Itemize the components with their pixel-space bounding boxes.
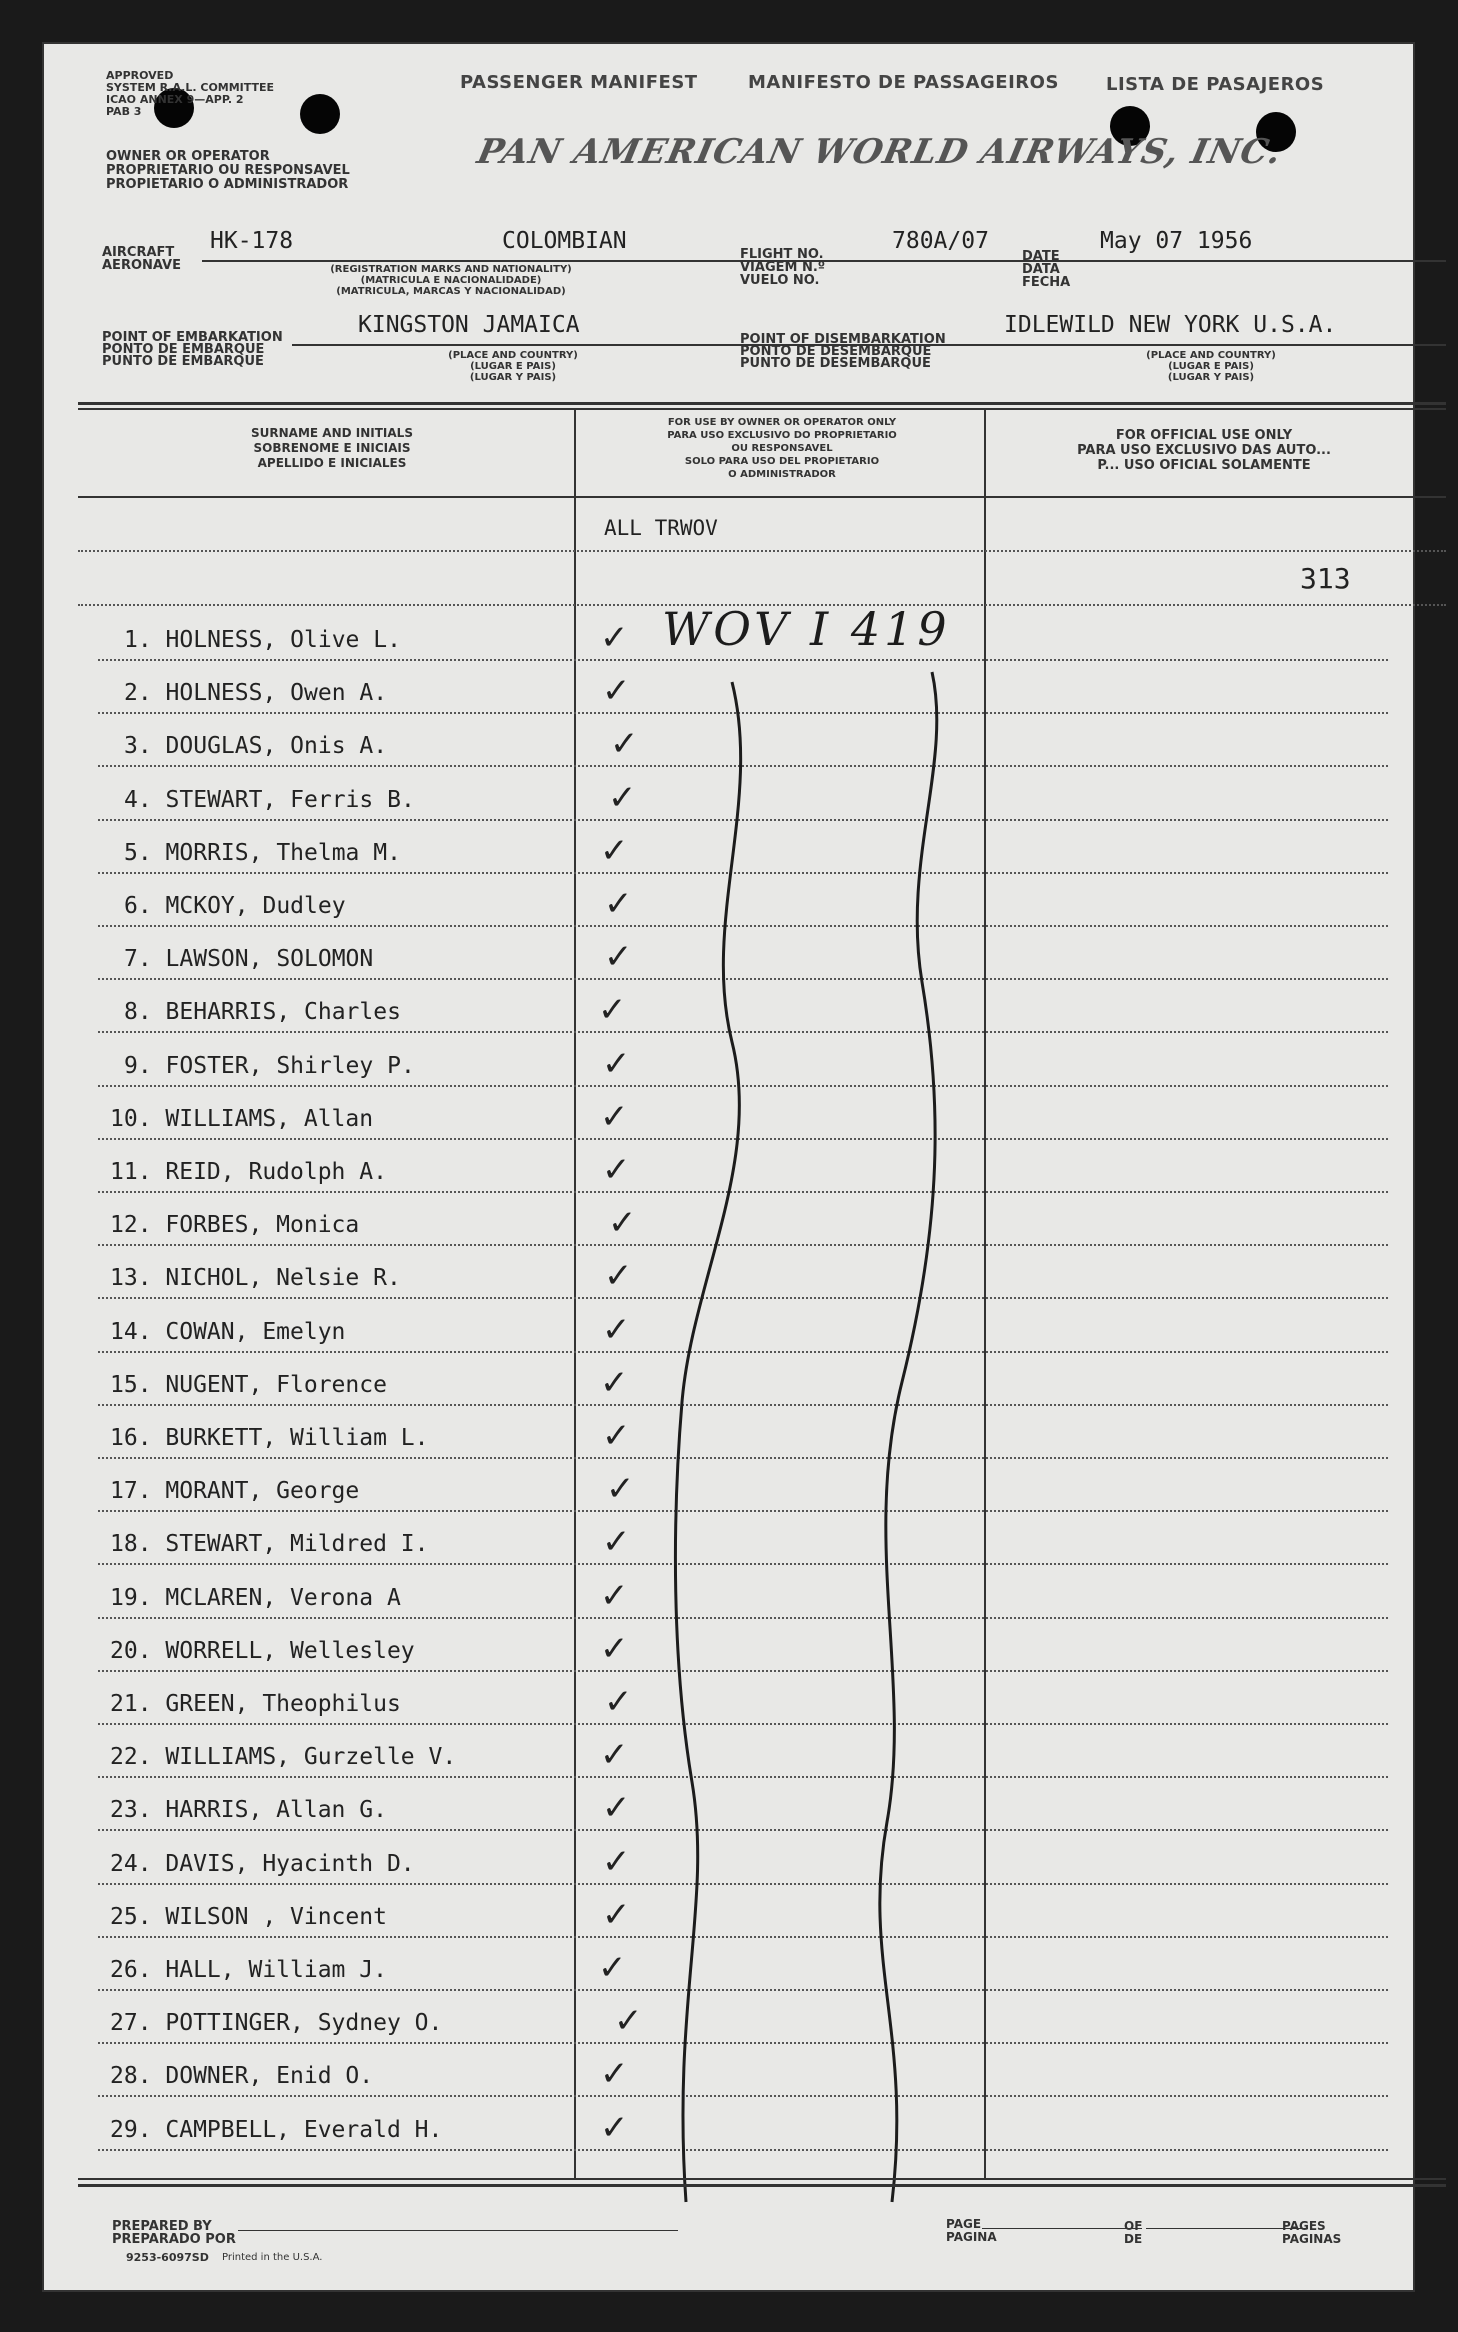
pages-label [1282, 2220, 1341, 2246]
footer-line: PAGINAS [1282, 2232, 1342, 2246]
check-mark: ✓ [602, 1841, 631, 1882]
passenger-name: 22. WILLIAMS, Gurzelle V. [110, 1744, 457, 1771]
passenger-name: 9. FOSTER, Shirley P. [124, 1052, 415, 1079]
check-mark: ✓ [600, 1735, 629, 1776]
row-rule [98, 2149, 1388, 2151]
disembark-label-line: PONTO DE DESEMBARQUE [740, 344, 932, 359]
footer-line: PREPARED BY [112, 2219, 212, 2234]
embarkation-point: KINGSTON JAMAICA [358, 312, 580, 338]
table-row [98, 980, 1388, 1033]
passenger-name: 3. DOUGLAS, Onis A. [124, 733, 388, 760]
punch-hole [300, 94, 340, 134]
caption-line: (MATRICULA E NACIONALIDADE) [360, 275, 542, 286]
table-row [98, 1991, 1388, 2044]
owner-column-header [582, 416, 982, 481]
check-mark: ✓ [602, 1150, 631, 1190]
manifest-page [42, 42, 1415, 2292]
caption-line: (LUGAR Y PAIS) [1167, 372, 1255, 383]
passenger-name: 18. STEWART, Mildred I. [110, 1531, 429, 1558]
page-rule [982, 2228, 1142, 2229]
owner-line: PROPIETARIO O ADMINISTRADOR [106, 177, 349, 192]
check-mark: ✓ [614, 2001, 643, 2042]
table-row [98, 1406, 1388, 1459]
prepared-by-label [112, 2220, 236, 2246]
passenger-name: 6. MCKOY, Dudley [124, 893, 346, 919]
header-line: APELLIDO E INICIALES [257, 456, 407, 470]
passenger-name: 19. MCLAREN, Verona A [110, 1584, 401, 1611]
table-row [98, 1300, 1388, 1353]
embark-label [102, 332, 283, 368]
date-label [1022, 250, 1070, 289]
date-label-line: FECHA [1022, 275, 1071, 290]
passenger-name: 4. STEWART, Ferris B. [124, 786, 415, 813]
owner-line: OWNER OR OPERATOR [106, 149, 270, 164]
check-mark: ✓ [600, 618, 629, 658]
aircraft-label [102, 246, 181, 272]
check-mark: ✓ [604, 1256, 633, 1297]
check-mark: ✓ [604, 1682, 633, 1722]
table-row [98, 1246, 1388, 1299]
table-row [98, 1512, 1388, 1565]
table-row [98, 1672, 1388, 1725]
table-row [98, 608, 1388, 661]
registration-caption [296, 264, 606, 297]
table-row [98, 1778, 1388, 1831]
passenger-name: 15. NUGENT, Florence [110, 1371, 387, 1398]
caption-line: (PLACE AND COUNTRY) [1146, 350, 1276, 361]
printed-in: Printed in the U.S.A. [222, 2252, 323, 2263]
disembark-place-caption [1136, 350, 1286, 383]
table-row [98, 1938, 1388, 1991]
table-row [98, 768, 1388, 821]
page-label [946, 2218, 997, 2244]
surname-column-header [122, 426, 542, 471]
passenger-name: 16. BURKETT, William L. [110, 1425, 429, 1451]
owner-label [106, 150, 350, 192]
prepared-by-rule [238, 2230, 678, 2231]
flight-label-line: VIAGEM N.º [740, 260, 826, 275]
header-line: SOLO PARA USO DEL PROPIETARIO [684, 456, 880, 467]
all-trwov-note: ALL TRWOV [604, 516, 718, 540]
table-top-rule [78, 402, 1446, 405]
passenger-name: 21. GREEN, Theophilus [110, 1691, 401, 1717]
form-number: 9253-6097SD [126, 2251, 209, 2264]
flight-label-line: FLIGHT NO. [740, 247, 824, 262]
disembark-label-line: POINT OF DISEMBARKATION [740, 332, 946, 347]
check-mark: ✓ [602, 1309, 631, 1350]
caption-line: (LUGAR E PAIS) [1168, 361, 1254, 372]
check-mark: ✓ [602, 1416, 631, 1456]
handwritten-note: WOV I 419 [662, 602, 951, 656]
disembark-label-line: PUNTO DE DESEMBARQUE [740, 356, 931, 371]
header-line: P... USO OFICIAL SOLAMENTE [1097, 458, 1311, 473]
header-line: SURNAME AND INITIALS [251, 426, 413, 440]
header-line: FOR OFFICIAL USE ONLY [1115, 428, 1293, 443]
date-label-line: DATA [1022, 262, 1060, 277]
check-mark: ✓ [602, 1522, 631, 1563]
passenger-name: 13. NICHOL, Nelsie R. [110, 1265, 401, 1292]
passenger-name: 10. WILLIAMS, Allan [110, 1105, 374, 1132]
passenger-name: 11. REID, Rudolph A. [110, 1159, 387, 1185]
header-line: SOBRENOME E INICIAIS [253, 441, 411, 455]
table-bottom-rule [78, 2178, 1446, 2180]
title-portuguese: MANIFESTO DE PASSAGEIROS [748, 72, 1059, 93]
caption-line: (LUGAR Y PAIS) [469, 372, 557, 383]
header-line: O ADMINISTRADOR [728, 469, 836, 480]
check-mark: ✓ [600, 1628, 629, 1669]
passenger-name: 1. HOLNESS, Olive L. [124, 627, 401, 653]
passenger-name: 25. WILSON , Vincent [110, 1903, 387, 1930]
page-number-stamp: 313 [1300, 562, 1351, 595]
table-row [98, 821, 1388, 874]
approval-line: ICAO ANNEX 9—APP. 2 [106, 93, 244, 106]
passenger-name: 2. HOLNESS, Owen A. [124, 680, 388, 707]
approval-block [106, 70, 274, 118]
check-mark: ✓ [600, 1096, 629, 1137]
check-mark: ✓ [604, 884, 633, 924]
check-mark: ✓ [610, 724, 639, 765]
table-row [98, 2098, 1388, 2151]
table-row [98, 1459, 1388, 1512]
table-row [98, 714, 1388, 767]
footer-line: PREPARADO POR [112, 2232, 236, 2247]
table-row [98, 661, 1388, 714]
of-label [1124, 2220, 1142, 2246]
approval-line: PAB 3 [106, 105, 142, 118]
check-mark: ✓ [598, 1948, 627, 1988]
passenger-name: 7. LAWSON, SOLOMON [124, 946, 374, 973]
caption-line: (LUGAR E PAIS) [470, 361, 556, 372]
table-row [98, 1832, 1388, 1885]
aircraft-label-line: AERONAVE [102, 258, 182, 273]
check-mark: ✓ [598, 990, 627, 1031]
approval-line: SYSTEM R.A.L. COMMITTEE [106, 81, 275, 94]
row-rule [78, 550, 1446, 552]
table-row [98, 2044, 1388, 2097]
embark-place-caption [438, 350, 588, 383]
header-line: PARA USO EXCLUSIVO DAS AUTO... [1077, 443, 1331, 458]
owner-line: PROPRIETARIO OU RESPONSAVEL [106, 163, 350, 178]
date-label-line: DATE [1022, 249, 1060, 264]
flight-number: 780A/07 [892, 228, 989, 254]
table-row [98, 1566, 1388, 1619]
footer-line: DE [1124, 2232, 1143, 2246]
footer-line: OF [1124, 2219, 1143, 2233]
table-row [98, 1353, 1388, 1406]
official-column-header [994, 428, 1414, 473]
caption-line: (REGISTRATION MARKS AND NATIONALITY) [330, 264, 572, 275]
check-mark: ✓ [606, 1469, 635, 1510]
table-row [98, 1619, 1388, 1672]
passenger-name: 26. HALL, William J. [110, 1957, 387, 1983]
passenger-name: 14. COWAN, Emelyn [110, 1318, 346, 1345]
disembark-label [740, 334, 946, 370]
table-row [98, 1087, 1388, 1140]
footer-line: PAGES [1282, 2219, 1326, 2233]
embark-label-line: PUNTO DE EMBARQUE [102, 354, 264, 369]
check-mark: ✓ [600, 1362, 629, 1403]
check-mark: ✓ [608, 777, 637, 818]
flight-label-line: VUELO NO. [740, 273, 820, 288]
passenger-name: 23. HARRIS, Allan G. [110, 1797, 387, 1824]
check-mark: ✓ [602, 1894, 631, 1935]
passenger-name: 24. DAVIS, Hyacinth D. [110, 1850, 415, 1877]
header-line: FOR USE BY OWNER OR OPERATOR ONLY [667, 417, 897, 428]
check-mark: ✓ [600, 2054, 629, 2095]
check-mark: ✓ [608, 1203, 637, 1244]
passenger-name: 20. WORRELL, Wellesley [110, 1637, 415, 1664]
passenger-name: 17. MORANT, George [110, 1478, 360, 1505]
aircraft-label-line: AIRCRAFT [102, 245, 175, 260]
check-mark: ✓ [602, 1043, 631, 1084]
passenger-name: 5. MORRIS, Thelma M. [124, 839, 401, 866]
embark-label-line: POINT OF EMBARKATION [102, 330, 283, 345]
check-mark: ✓ [602, 671, 631, 712]
check-mark: ✓ [600, 830, 629, 871]
caption-line: (PLACE AND COUNTRY) [448, 350, 578, 361]
passenger-name: 27. POTTINGER, Sydney O. [110, 2010, 443, 2037]
aircraft-nationality: COLOMBIAN [502, 228, 627, 254]
table-row [98, 1140, 1388, 1193]
table-row [98, 1034, 1388, 1087]
disembarkation-point: IDLEWILD NEW YORK U.S.A. [1004, 312, 1337, 338]
table-top-rule [78, 408, 1446, 410]
header-bottom-rule [78, 496, 1446, 498]
approval-line: APPROVED [106, 69, 174, 82]
passenger-name: 29. CAMPBELL, Everald H. [110, 2116, 443, 2143]
operator-name: PAN AMERICAN WORLD AIRWAYS, INC. [473, 132, 1286, 172]
passenger-name: 12. FORBES, Monica [110, 1212, 360, 1239]
title-english: PASSENGER MANIFEST [460, 72, 698, 93]
table-row [98, 927, 1388, 980]
header-line: PARA USO EXCLUSIVO DO PROPRIETARIO [667, 430, 897, 441]
flight-date: May 07 1956 [1100, 228, 1253, 254]
embark-label-line: PONTO DE EMBARQUE [102, 342, 265, 357]
check-mark: ✓ [602, 1788, 631, 1829]
table-row [98, 1885, 1388, 1938]
table-row [98, 1725, 1388, 1778]
table-row [98, 1193, 1388, 1246]
aircraft-registration: HK-178 [210, 228, 294, 254]
footer-line: PAGE [946, 2217, 982, 2231]
title-spanish: LISTA DE PASAJEROS [1106, 74, 1325, 95]
passenger-name: 8. BEHARRIS, Charles [124, 999, 401, 1026]
footer-line: PAGINA [946, 2230, 997, 2244]
check-mark: ✓ [600, 2107, 629, 2148]
check-mark: ✓ [600, 1575, 629, 1616]
flight-label [740, 248, 825, 287]
caption-line: (MATRICULA, MARCAS Y NACIONALIDAD) [336, 286, 566, 297]
table-row [98, 874, 1388, 927]
table-bottom-rule [78, 2184, 1446, 2187]
header-line: OU RESPONSAVEL [731, 443, 833, 454]
check-mark: ✓ [604, 937, 633, 978]
passenger-name: 28. DOWNER, Enid O. [110, 2063, 374, 2090]
